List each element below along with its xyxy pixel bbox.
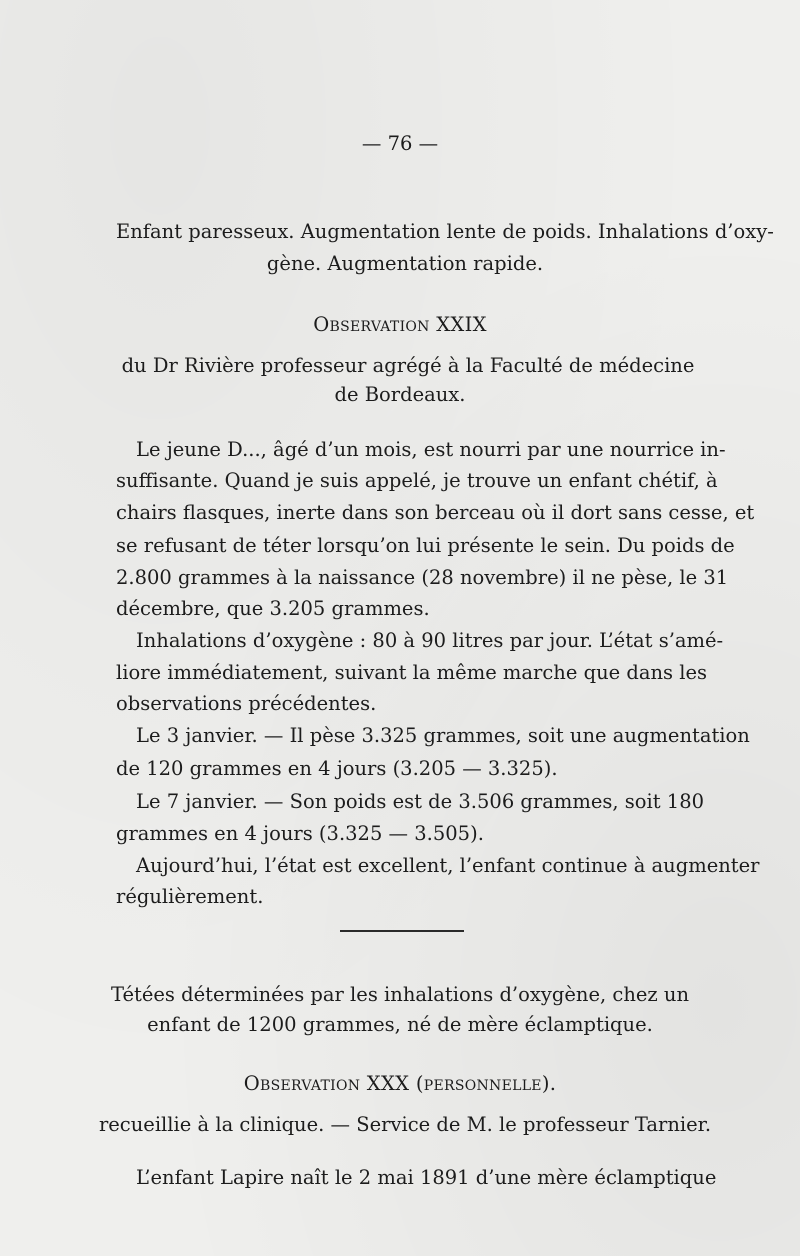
body-line: grammes en 4 jours (3.325 — 3.505). [116, 822, 484, 845]
observation-30-source: recueillie à la clinique. — Service de M. le professeur Tarnier. [98, 1113, 712, 1136]
page-number: — 76 — [361, 132, 439, 155]
section-title-line-2: enfant de 1200 grammes, né de mère éclamptique. [147, 1013, 653, 1036]
section-divider [340, 930, 464, 932]
body-line: liore immédiatement, suivant la même marche que dans les [116, 661, 708, 684]
section-title-line-1: Tétées déterminées par les inhalations d’oxygène, chez un [110, 983, 690, 1006]
body-line: Le jeune D..., âgé d’un mois, est nourri par une nourrice in- [136, 438, 726, 461]
body-line: Inhalations d’oxygène : 80 à 90 litres par jour. L’état s’amé- [136, 629, 724, 652]
body-line: Le 3 janvier. — Il pèse 3.325 grammes, soit une augmentation [136, 724, 750, 747]
body-line: de 120 grammes en 4 jours (3.205 — 3.325). [116, 757, 558, 780]
observation-30-first-line: L’enfant Lapire naît le 2 mai 1891 d’une mère éclamptique [136, 1166, 717, 1189]
body-line: suffisante. Quand je suis appelé, je trouve un enfant chétif, à [116, 469, 718, 492]
body-line: observations précédentes. [116, 692, 377, 715]
body-line: 2.800 grammes à la naissance (28 novembre) il ne pèse, le 31 [116, 566, 729, 589]
observation-29-author-line-2: de Bordeaux. [334, 383, 466, 406]
body-line: chairs flasques, inerte dans son berceau où il dort sans cesse, et [116, 501, 755, 524]
intro-line-1: Enfant paresseux. Augmentation lente de poids. Inhalations d’oxy- [116, 220, 774, 243]
body-line: décembre, que 3.205 grammes. [116, 597, 430, 620]
intro-line-2: gène. Augmentation rapide. [266, 252, 544, 275]
observation-30-heading: Observation XXX (personnelle). [243, 1072, 557, 1095]
body-line: régulièrement. [116, 885, 264, 908]
body-line: se refusant de téter lorsqu’on lui présente le sein. Du poids de [116, 534, 735, 557]
body-line: Aujourd’hui, l’état est excellent, l’enfant continue à augmenter [136, 854, 760, 877]
body-line: Le 7 janvier. — Son poids est de 3.506 grammes, soit 180 [136, 790, 705, 813]
observation-29-author-line-1: du Dr Rivière professeur agrégé à la Faculté de médecine [121, 354, 695, 377]
observation-29-heading: Observation XXIX [313, 313, 487, 336]
